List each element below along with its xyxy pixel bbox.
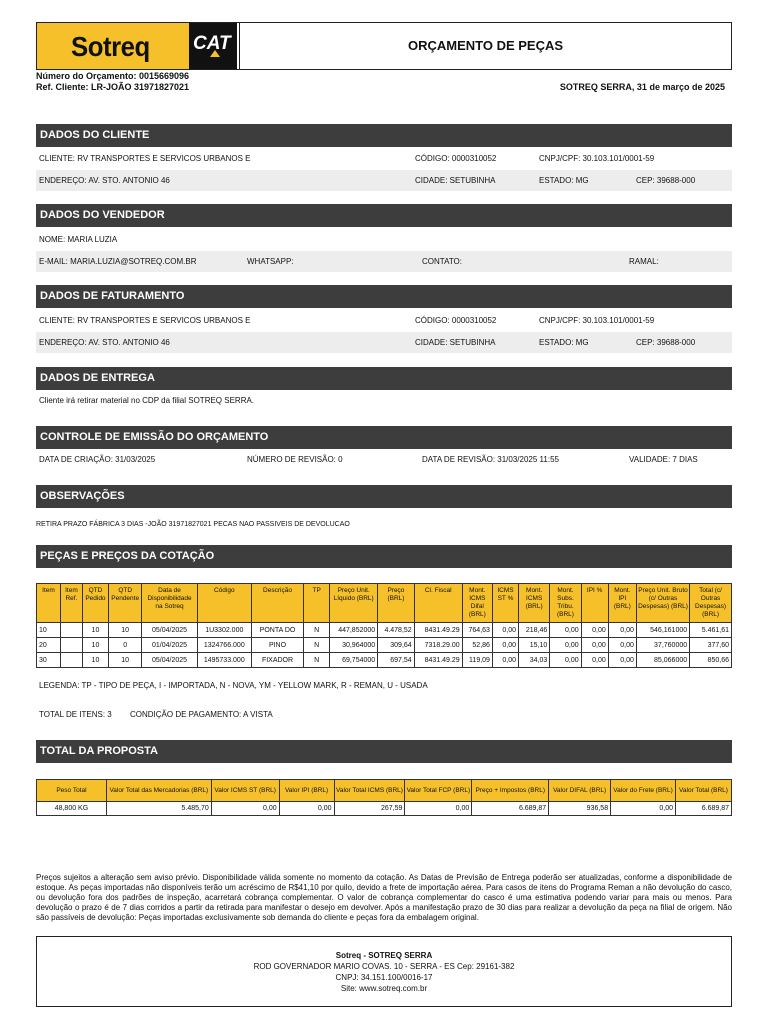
cell-icms-amount: 15,10 bbox=[519, 638, 550, 653]
total-items: TOTAL DE ITENS: 3 bbox=[39, 710, 112, 719]
document-header bbox=[36, 22, 732, 70]
cell-price: 697,54 bbox=[378, 653, 415, 668]
cat-logo-icon bbox=[189, 23, 237, 69]
cell-icms-amount: 218,46 bbox=[519, 623, 550, 638]
sotreq-wordmark: Sotreq bbox=[71, 31, 150, 62]
delivery-text: Cliente irá retirar material no CDP da filial SOTREQ SERRA. bbox=[39, 396, 255, 405]
seller-row-1 bbox=[36, 229, 732, 250]
col-header: Peso Total bbox=[37, 780, 107, 802]
client-cnpj: CNPJ/CPF: 30.103.101/0001-59 bbox=[539, 154, 655, 163]
col-header: Cl. Fiscal bbox=[414, 584, 462, 623]
cell-gross-unit-price: 37,760000 bbox=[636, 638, 689, 653]
total-goods-value: 5.485,70 bbox=[106, 802, 211, 816]
col-header: Preço Unit. Bruto (c/ Outras Despesas) (BRL) bbox=[636, 584, 689, 623]
total-icms: 267,59 bbox=[334, 802, 405, 816]
cell-fiscal-class: 8431.49.29 bbox=[414, 653, 462, 668]
col-header: Mont. ICMS Difal (BRL) bbox=[462, 584, 492, 623]
section-billing-title: DADOS DE FATURAMENTO bbox=[36, 285, 732, 308]
cell-qty-pending: 10 bbox=[108, 653, 141, 668]
col-header: QTD Pendente bbox=[108, 584, 141, 623]
col-header: Valor Total ICMS (BRL) bbox=[334, 780, 405, 802]
cat-wordmark: CAT bbox=[193, 33, 231, 54]
cell-price: 4.478,52 bbox=[378, 623, 415, 638]
cell-icms-amount: 34,03 bbox=[519, 653, 550, 668]
cell-ipi-pct: 0,00 bbox=[581, 653, 608, 668]
section-seller-title: DADOS DO VENDEDOR bbox=[36, 204, 732, 227]
totals-table bbox=[36, 779, 732, 816]
client-code: CÓDIGO: 0000310052 bbox=[415, 154, 497, 163]
billing-name: CLIENTE: RV TRANSPORTES E SERVICOS URBANOS E bbox=[39, 316, 251, 325]
billing-code: CÓDIGO: 0000310052 bbox=[415, 316, 497, 325]
billing-state: ESTADO: MG bbox=[539, 338, 589, 347]
col-header: Código bbox=[197, 584, 251, 623]
cell-total: 5.461,61 bbox=[690, 623, 732, 638]
col-header: Valor ICMS ST (BRL) bbox=[211, 780, 279, 802]
cell-item-ref bbox=[61, 623, 83, 638]
section-client-title: DADOS DO CLIENTE bbox=[36, 124, 732, 147]
total-icms-st: 0,00 bbox=[211, 802, 279, 816]
cell-gross-unit-price: 85,066000 bbox=[636, 653, 689, 668]
billing-cnpj: CNPJ/CPF: 30.103.101/0001-59 bbox=[539, 316, 655, 325]
col-header: IPI % bbox=[581, 584, 608, 623]
cell-qty-ordered: 10 bbox=[82, 623, 108, 638]
cell-qty-ordered: 10 bbox=[82, 638, 108, 653]
col-header: Preço (BRL) bbox=[378, 584, 415, 623]
cell-availability-date: 05/04/2025 bbox=[142, 653, 197, 668]
page-title: ORÇAMENTO DE PEÇAS bbox=[239, 23, 731, 69]
col-header: Mont. Subs. Tribu. (BRL) bbox=[550, 584, 581, 623]
client-row-2 bbox=[36, 170, 732, 191]
footer-address: ROD GOVERNADOR MARIO COVAS. 10 - SERRA - ES Cep: 29161-382 bbox=[253, 962, 515, 971]
col-header: Preço Unit. Líquido (BRL) bbox=[330, 584, 378, 623]
control-row bbox=[36, 449, 732, 470]
cell-availability-date: 01/04/2025 bbox=[142, 638, 197, 653]
sotreq-logo bbox=[37, 23, 237, 69]
cell-subst-trib: 0,00 bbox=[550, 623, 581, 638]
client-city: CIDADE: SETUBINHA bbox=[415, 176, 496, 185]
cell-type: N bbox=[304, 653, 330, 668]
footer-cnpj: CNPJ: 34.151.100/0016-17 bbox=[335, 973, 433, 982]
cell-description: FIXADOR bbox=[251, 653, 303, 668]
billing-city: CIDADE: SETUBINHA bbox=[415, 338, 496, 347]
cell-item: 30 bbox=[37, 653, 61, 668]
cell-icms-difal: 119,09 bbox=[462, 653, 492, 668]
col-header: Total (c/ Outras Despesas) (BRL) bbox=[690, 584, 732, 623]
cell-gross-unit-price: 546,161000 bbox=[636, 623, 689, 638]
notes-text: RETIRA PRAZO FÁBRICA 3 DIAS -JOÃO 31971827021 PECAS NAO PASSIVEIS DE DEVOLUCAO bbox=[36, 521, 350, 528]
cell-code: 1324766.000 bbox=[197, 638, 251, 653]
total-ipi: 0,00 bbox=[279, 802, 334, 816]
col-header: Valor Total (BRL) bbox=[675, 780, 731, 802]
cell-type: N bbox=[304, 638, 330, 653]
col-header: Item Ref. bbox=[61, 584, 83, 623]
cell-net-unit-price: 30,964000 bbox=[330, 638, 378, 653]
client-cep: CEP: 39688-000 bbox=[636, 176, 696, 185]
table-row bbox=[37, 638, 732, 653]
cell-icms-difal: 764,63 bbox=[462, 623, 492, 638]
cell-icms-st-pct: 0,00 bbox=[492, 623, 518, 638]
cell-icms-st-pct: 0,00 bbox=[492, 638, 518, 653]
parts-header-row bbox=[37, 584, 732, 623]
cell-icms-difal: 52,86 bbox=[462, 638, 492, 653]
billing-row-1 bbox=[36, 310, 732, 331]
col-header: Mont. ICMS (BRL) bbox=[519, 584, 550, 623]
place-date: SOTREQ SERRA, 31 de março de 2025 bbox=[559, 82, 725, 92]
col-header: ICMS ST % bbox=[492, 584, 518, 623]
cell-ipi-pct: 0,00 bbox=[581, 623, 608, 638]
quote-number: Número do Orçamento: 0015669096 bbox=[36, 71, 190, 81]
total-weight: 48,800 KG bbox=[37, 802, 107, 816]
seller-whatsapp: WHATSAPP: bbox=[247, 257, 294, 266]
price-plus-taxes: 6.689,87 bbox=[472, 802, 549, 816]
cell-item: 10 bbox=[37, 623, 61, 638]
cell-description: PINO bbox=[251, 638, 303, 653]
validity: VALIDADE: 7 DIAS bbox=[629, 455, 698, 464]
seller-email: E-MAIL: MARIA.LUZIA@SOTREQ.COM.BR bbox=[39, 257, 197, 266]
cell-price: 309,64 bbox=[378, 638, 415, 653]
cell-qty-pending: 0 bbox=[108, 638, 141, 653]
cell-fiscal-class: 7318.29.00 bbox=[414, 638, 462, 653]
seller-extension: RAMAL: bbox=[629, 257, 659, 266]
cell-type: N bbox=[304, 623, 330, 638]
section-control-title: CONTROLE DE EMISSÃO DO ORÇAMENTO bbox=[36, 426, 732, 449]
table-row bbox=[37, 623, 732, 638]
seller-contact: CONTATO: bbox=[422, 257, 462, 266]
col-header: TP bbox=[304, 584, 330, 623]
cell-ipi-amount: 0,00 bbox=[608, 623, 636, 638]
grand-total: 6.689,87 bbox=[675, 802, 731, 816]
section-parts-title: PEÇAS E PREÇOS DA COTAÇÃO bbox=[36, 545, 732, 568]
revision-date: DATA DE REVISÃO: 31/03/2025 11:55 bbox=[422, 455, 559, 464]
cell-item: 20 bbox=[37, 638, 61, 653]
cell-code: 1495733.000 bbox=[197, 653, 251, 668]
col-header: QTD Pedido bbox=[82, 584, 108, 623]
total-freight: 0,00 bbox=[611, 802, 676, 816]
cell-subst-trib: 0,00 bbox=[550, 638, 581, 653]
billing-address: ENDEREÇO: AV. STO. ANTONIO 46 bbox=[39, 338, 170, 347]
parts-table bbox=[36, 583, 732, 668]
section-delivery-title: DADOS DE ENTREGA bbox=[36, 367, 732, 390]
client-state: ESTADO: MG bbox=[539, 176, 589, 185]
terms-disclaimer: Preços sujeitos a alteração sem aviso prévio. Disponibilidade válida somente no momento da cotação. As Datas de Previsão de Entrega poderão ser atualizadas, conforme a disponibilidade de estoque. As peças importadas não disponíveis terão um acréscimo de R$41,10 por quilo, devido a frete de importação aérea. Para casos de itens do Programa Reman a não devolução do casco, ou devolução fora dos padrões de inspeção, acarretará cobrança complementar. O valor de cobrança complementar do casco é uma estimativa podendo variar para mais ou menos. Para devolução o prazo é de 7 dias corridos a partir da retirada para manifestar o desejo em devolver. Após a manifestação prazo de 30 dias para realizar a devolução da peça na filial de origem. Não são passíveis de devolução: Peças importadas exclusivamente sob demanda do cliente e peças fora da embalagem original. bbox=[36, 873, 732, 922]
cell-ipi-amount: 0,00 bbox=[608, 638, 636, 653]
payment-condition: CONDIÇÃO DE PAGAMENTO: A VISTA bbox=[130, 710, 273, 719]
col-header: Preço + Impostos (BRL) bbox=[472, 780, 549, 802]
client-address: ENDEREÇO: AV. STO. ANTONIO 46 bbox=[39, 176, 170, 185]
type-legend: LEGENDA: TP - TIPO DE PEÇA, I - IMPORTADA, N - NOVA, YM - YELLOW MARK, R - REMAN, U - USADA bbox=[39, 681, 428, 690]
client-reference: Ref. Cliente: LR-JOÃO 31971827021 bbox=[36, 82, 190, 92]
client-name: CLIENTE: RV TRANSPORTES E SERVICOS URBANOS E bbox=[39, 154, 251, 163]
creation-date: DATA DE CRIAÇÃO: 31/03/2025 bbox=[39, 455, 156, 464]
cell-ipi-pct: 0,00 bbox=[581, 638, 608, 653]
cell-net-unit-price: 447,852000 bbox=[330, 623, 378, 638]
cell-qty-ordered: 10 bbox=[82, 653, 108, 668]
col-header: Item bbox=[37, 584, 61, 623]
col-header: Valor DIFAL (BRL) bbox=[549, 780, 611, 802]
cell-fiscal-class: 8431.49.29 bbox=[414, 623, 462, 638]
cell-ipi-amount: 0,00 bbox=[608, 653, 636, 668]
cell-description: PONTA DO bbox=[251, 623, 303, 638]
totals-header-row bbox=[37, 780, 732, 802]
seller-row-2 bbox=[36, 251, 732, 272]
cell-qty-pending: 10 bbox=[108, 623, 141, 638]
cell-total: 850,66 bbox=[690, 653, 732, 668]
col-header: Data de Disponibilidade na Sotreq bbox=[142, 584, 197, 623]
cell-subst-trib: 0,00 bbox=[550, 653, 581, 668]
col-header: Descrição bbox=[251, 584, 303, 623]
cell-net-unit-price: 69,754000 bbox=[330, 653, 378, 668]
col-header: Mont. IPI (BRL) bbox=[608, 584, 636, 623]
company-footer bbox=[36, 936, 732, 1007]
col-header: Valor Total FCP (BRL) bbox=[405, 780, 472, 802]
cell-icms-st-pct: 0,00 bbox=[492, 653, 518, 668]
total-difal: 936,58 bbox=[549, 802, 611, 816]
section-total-title: TOTAL DA PROPOSTA bbox=[36, 740, 732, 763]
cell-item-ref bbox=[61, 638, 83, 653]
cell-item-ref bbox=[61, 653, 83, 668]
seller-name: NOME: MARIA LUZIA bbox=[39, 235, 118, 244]
client-row-1 bbox=[36, 148, 732, 169]
footer-site: Site: www.sotreq.com.br bbox=[340, 984, 428, 993]
billing-cep: CEP: 39688-000 bbox=[636, 338, 696, 347]
cell-code: 1U3302.000 bbox=[197, 623, 251, 638]
col-header: Valor IPI (BRL) bbox=[279, 780, 334, 802]
cell-total: 377,60 bbox=[690, 638, 732, 653]
cat-triangle-icon bbox=[210, 50, 220, 57]
table-row bbox=[37, 653, 732, 668]
cell-availability-date: 05/04/2025 bbox=[142, 623, 197, 638]
footer-company: Sotreq - SOTREQ SERRA bbox=[335, 951, 433, 960]
billing-row-2 bbox=[36, 332, 732, 353]
totals-values-row bbox=[37, 802, 732, 816]
col-header: Valor Total das Mercadorias (BRL) bbox=[106, 780, 211, 802]
col-header: Valor do Frete (BRL) bbox=[611, 780, 676, 802]
revision-number: NÚMERO DE REVISÃO: 0 bbox=[247, 455, 343, 464]
section-notes-title: OBSERVAÇÕES bbox=[36, 485, 732, 508]
total-fcp: 0,00 bbox=[405, 802, 472, 816]
